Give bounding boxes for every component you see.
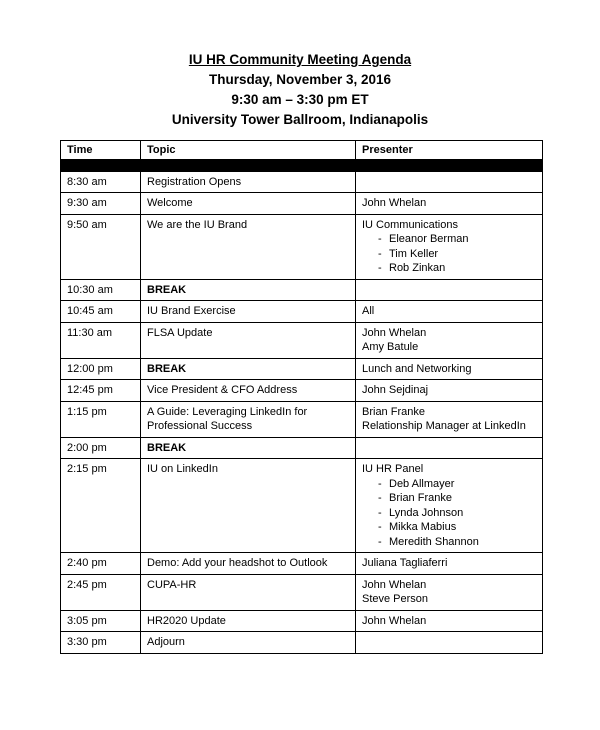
table-row [61,380,543,402]
presenter-line: Brian Franke [362,405,425,418]
dash-bullet-icon: - [378,262,382,274]
topic-cell: Registration Opens [141,171,356,193]
topic-cell: FLSA Update [141,322,356,358]
table-row [61,459,543,553]
table-row [61,358,543,380]
table-row [61,632,543,654]
table-row [61,437,543,459]
time-cell: 2:45 pm [61,574,141,610]
time-cell: 2:00 pm [61,437,141,459]
topic-cell: IU on LinkedIn [141,459,356,553]
presenter-cell [356,380,543,402]
topic-cell: BREAK [141,358,356,380]
dash-bullet-icon: - [378,492,382,504]
presenter-cell [356,553,543,575]
agenda-table [60,140,543,654]
presenter-cell [356,459,543,553]
presenter-name: Meredith Shannon [389,535,479,548]
presenter-name-item [378,247,536,262]
time-cell: 12:00 pm [61,358,141,380]
presenter-line: IU HR Panel [362,463,424,475]
time-cell: 12:45 pm [61,380,141,402]
topic-cell: CUPA-HR [141,574,356,610]
agenda-location: University Tower Ballroom, Indianapolis [171,112,429,127]
table-row [61,301,543,323]
dash-bullet-icon: - [378,521,382,533]
presenter-name: Brian Franke [389,492,452,504]
time-cell: 10:30 am [61,279,141,301]
table-row [61,171,543,193]
presenter-name: Deb Allmayer [389,477,455,490]
time-cell: 2:15 pm [61,459,141,553]
dash-bullet-icon: - [378,233,382,245]
column-header-topic: Topic [141,141,356,160]
table-row [61,610,543,632]
header-separator-bar [61,159,543,171]
time-cell: 8:30 am [61,171,141,193]
agenda-date: Thursday, November 3, 2016 [208,72,392,87]
column-header-time: Time [61,141,141,160]
separator-cell [61,159,543,171]
topic-cell: HR2020 Update [141,610,356,632]
table-row [61,279,543,301]
presenter-line: John Whelan [362,578,427,591]
presenter-cell [356,358,543,380]
time-cell: 3:05 pm [61,610,141,632]
table-row [61,553,543,575]
presenter-line: IU Communications [362,218,458,231]
presenter-cell [356,171,543,193]
agenda-time-range: 9:30 am – 3:30 pm ET [231,92,369,107]
topic-cell: Welcome [141,193,356,215]
dash-bullet-icon: - [378,506,382,519]
presenter-cell [356,437,543,459]
presenter-name-list [362,232,536,276]
table-header-row [61,141,543,160]
topic-cell: We are the IU Brand [141,214,356,279]
presenter-line: John Whelan [362,326,427,339]
topic-cell: IU Brand Exercise [141,301,356,323]
time-cell: 9:50 am [61,214,141,279]
topic-cell: Adjourn [141,632,356,654]
presenter-cell [356,322,543,358]
time-cell: 11:30 am [61,322,141,358]
presenter-cell [356,279,543,301]
time-cell: 2:40 pm [61,553,141,575]
topic-cell: Demo: Add your headshot to Outlook [141,553,356,575]
presenter-name-item [378,535,536,550]
agenda-title: IU HR Community Meeting Agenda [188,52,412,67]
presenter-name-item [378,261,536,276]
time-cell: 1:15 pm [61,401,141,437]
presenter-cell [356,632,543,654]
presenter-cell [356,301,543,323]
table-row [61,322,543,358]
time-cell: 3:30 pm [61,632,141,654]
presenter-name-item [378,491,536,506]
presenter-line: Lunch and Networking [362,362,472,375]
topic-cell: BREAK [141,437,356,459]
presenter-name-item [378,232,536,247]
presenter-line: John Sejdinaj [362,384,429,396]
presenter-line: Juliana Tagliaferri [362,557,448,569]
presenter-name-item [378,506,536,521]
topic-cell: A Guide: Leveraging LinkedIn for Professional Success [141,401,356,437]
presenter-line: John Whelan [362,197,427,209]
presenter-line: Relationship Manager at LinkedIn [362,420,526,432]
agenda-heading [0,50,600,130]
topic-cell: Vice President & CFO Address [141,380,356,402]
presenter-name: Lynda Johnson [389,506,464,519]
presenter-name-list [362,477,536,550]
topic-cell: BREAK [141,279,356,301]
presenter-cell [356,193,543,215]
presenter-cell [356,214,543,279]
presenter-line: John Whelan [362,614,427,627]
table-row [61,193,543,215]
presenter-line: Steve Person [362,593,429,605]
presenter-cell [356,574,543,610]
presenter-line: Amy Batule [362,341,419,353]
presenter-name-item [378,477,536,492]
column-header-presenter: Presenter [356,141,543,160]
dash-bullet-icon: - [378,535,382,548]
time-cell: 10:45 am [61,301,141,323]
presenter-name: Tim Keller [389,247,439,260]
table-row [61,401,543,437]
presenter-name: Rob Zinkan [389,262,446,274]
presenter-cell [356,401,543,437]
presenter-name: Mikka Mabius [389,521,457,533]
time-cell: 9:30 am [61,193,141,215]
presenter-name: Eleanor Berman [389,233,469,245]
presenter-line: All [362,305,375,317]
table-row [61,574,543,610]
dash-bullet-icon: - [378,247,382,260]
dash-bullet-icon: - [378,477,382,490]
table-row [61,214,543,279]
presenter-name-item [378,520,536,535]
presenter-cell [356,610,543,632]
